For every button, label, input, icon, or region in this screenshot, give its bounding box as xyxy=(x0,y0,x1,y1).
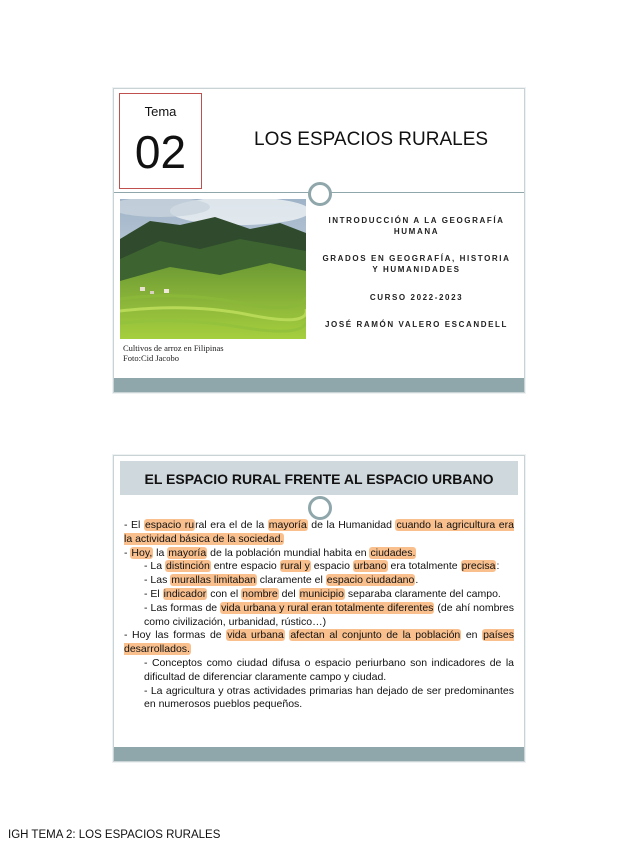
paragraph: - Hoy las formas de vida urbana afectan al conjunto de la población en países desarrollados. xyxy=(124,629,515,656)
paragraph: - Conceptos como ciudad difusa o espacio periurbano son indicadores de la dificultad de diferenciar claramente campo y ciudad. xyxy=(144,656,514,683)
course-author: JOSÉ RAMÓN VALERO ESCANDELL xyxy=(324,320,509,329)
rice-terraces-photo xyxy=(120,199,306,339)
caption-line: Cultivos de arroz en Filipinas xyxy=(123,343,224,353)
paragraph: - Las formas de vida urbana y rural eran totalmente diferentes (de ahí nombres como civilización, urbanidad, rústico…) xyxy=(144,601,514,628)
tema-number: 02 xyxy=(134,126,187,178)
paragraph: - El indicador con el nombre del municipio separaba claramente del campo. xyxy=(144,587,501,600)
divider-circle xyxy=(308,496,332,520)
tema-box xyxy=(119,93,202,189)
slide-title: EL ESPACIO RURAL FRENTE AL ESPACIO URBANO xyxy=(144,471,494,487)
slide-body xyxy=(124,519,514,712)
slide-header xyxy=(120,461,518,495)
page-footer: IGH TEMA 2: LOS ESPACIOS RURALES xyxy=(8,829,221,841)
paragraph: - El espacio rural era el de la mayoría de la Humanidad cuando la agricultura era la actividad básica de la sociedad. xyxy=(124,519,514,545)
paragraph: - Las murallas limitaban claramente el espacio ciudadano. xyxy=(144,574,419,587)
caption-credit: Foto:Cid Jacobo xyxy=(123,353,179,363)
paragraph: - La distinción entre espacio rural y espacio urbano era totalmente precisa: xyxy=(144,560,500,573)
title-slide xyxy=(113,88,525,393)
course-degrees: GRADOS EN GEOGRAFÍA, HISTORIA Y HUMANIDADES xyxy=(322,254,511,274)
tema-label: Tema xyxy=(144,104,177,119)
course-subject: INTRODUCCIÓN A LA GEOGRAFÍA HUMANA xyxy=(328,216,505,236)
paragraph: - Hoy, la mayoría de la población mundial habita en ciudades. xyxy=(124,546,416,559)
paragraph: - La agricultura y otras actividades primarias han dejado de ser predominantes en numerosos pueblos pequeños. xyxy=(144,684,514,711)
content-slide xyxy=(113,455,525,762)
course-year: CURSO 2022-2023 xyxy=(369,293,464,302)
divider-circle xyxy=(308,182,332,206)
photo-caption xyxy=(123,343,224,363)
slide-bottom-bar xyxy=(114,378,524,392)
slide-bottom-bar xyxy=(114,747,524,761)
slide-title: LOS ESPACIOS RURALES xyxy=(254,129,489,150)
